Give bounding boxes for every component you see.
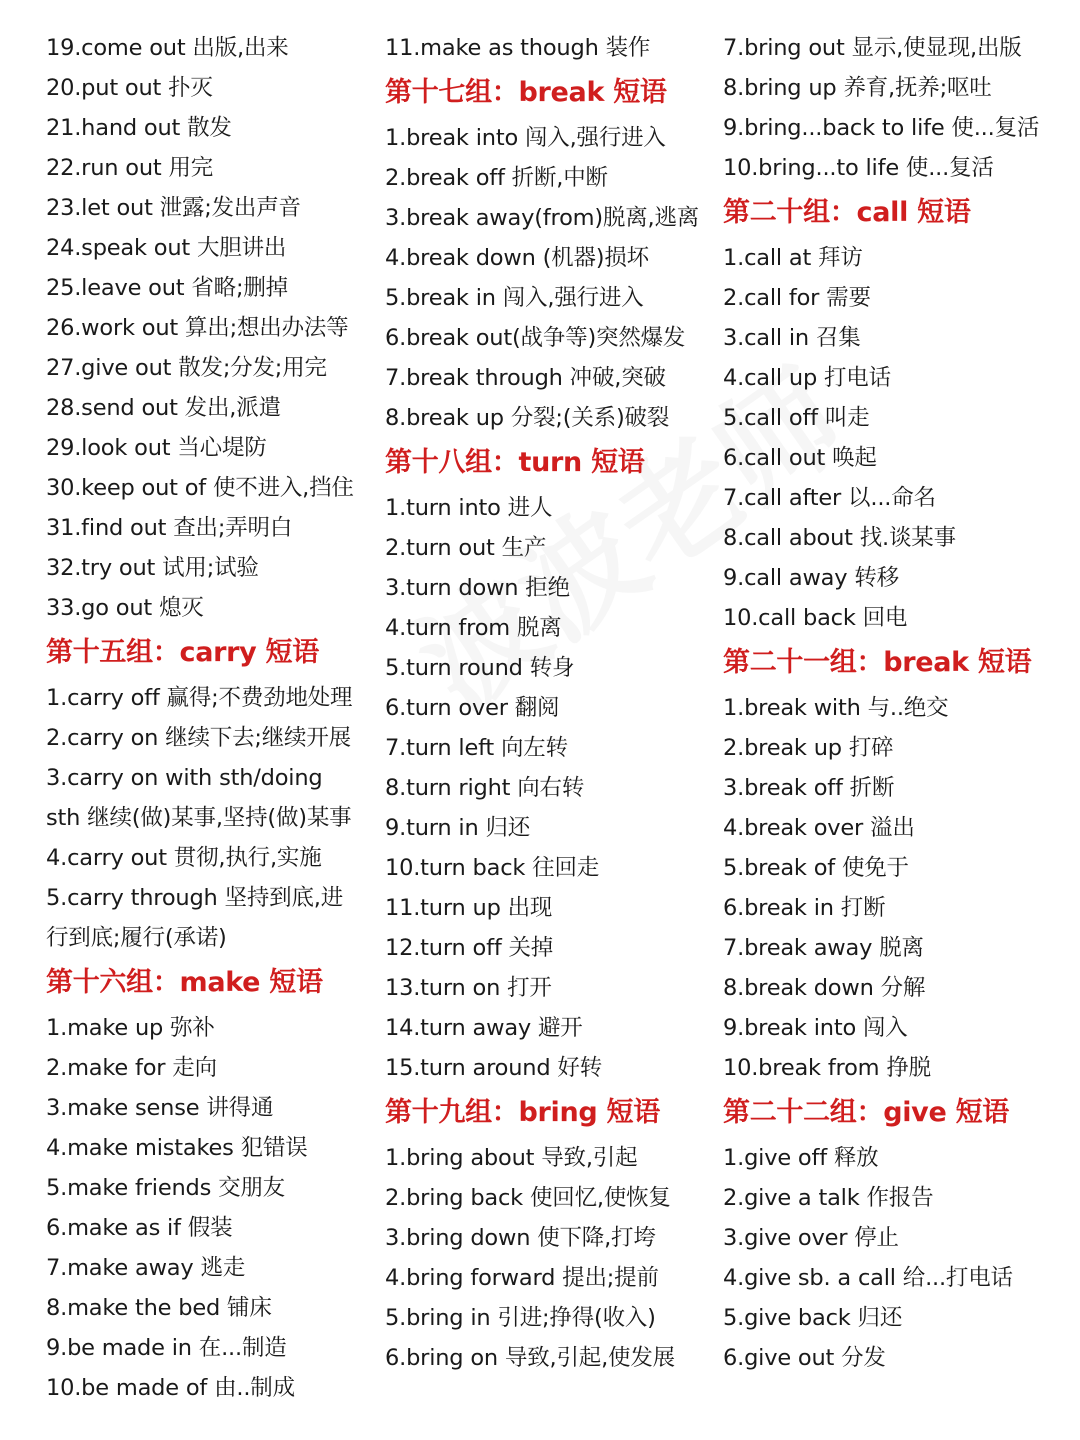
group-heading: 第十八组：turn 短语 (385, 447, 645, 478)
phrase-item: 1.give off 释放 (723, 1145, 879, 1171)
phrase-item: 11.make as though 装作 (385, 35, 651, 61)
phrase-item: 6.call out 唤起 (723, 445, 877, 471)
phrase-item: 3.bring down 使下降,打垮 (385, 1225, 656, 1251)
phrase-item: 3.break off 折断 (723, 775, 895, 801)
group-heading: 第十七组：break 短语 (385, 77, 667, 108)
phrase-item: 20.put out 扑灭 (46, 75, 213, 101)
phrase-item: 2.make for 走向 (46, 1055, 217, 1081)
phrase-item: 3.turn down 拒绝 (385, 575, 570, 601)
group-heading: 第二十组：call 短语 (723, 197, 971, 228)
phrase-item: 8.call about 找.谈某事 (723, 525, 956, 551)
phrase-item: 2.break off 折断,中断 (385, 165, 608, 191)
phrase-item: 1.call at 拜访 (723, 245, 863, 271)
phrase-item: 8.make the bed 铺床 (46, 1295, 272, 1321)
phrase-item: 24.speak out 大胆讲出 (46, 235, 287, 261)
phrase-item: 7.break through 冲破,突破 (385, 365, 666, 391)
phrase-item: 13.turn on 打开 (385, 975, 552, 1001)
phrase-item: 3.call in 召集 (723, 325, 861, 351)
phrase-item: 5.turn round 转身 (385, 655, 575, 681)
phrase-item: 8.bring up 养育,抚养;呕吐 (723, 75, 992, 101)
phrase-item: 4.break down (机器)损坏 (385, 245, 649, 271)
phrase-item: 8.break down 分解 (723, 975, 926, 1001)
group-heading: 第十五组：carry 短语 (46, 637, 319, 668)
phrase-item: 7.call after 以...命名 (723, 485, 936, 511)
phrase-item: 3.break away(from)脱离,逃离 (385, 205, 700, 231)
phrase-item: 2.carry on 继续下去;继续开展 (46, 725, 351, 751)
phrase-item: 30.keep out of 使不进入,挡住 (46, 475, 354, 501)
phrase-item: 28.send out 发出,派遣 (46, 395, 281, 421)
phrase-item: 9.turn in 归还 (385, 815, 531, 841)
phrase-item: 23.let out 泄露;发出声音 (46, 195, 301, 221)
phrase-item: 2.give a talk 作报告 (723, 1185, 934, 1211)
group-heading: 第二十一组：break 短语 (723, 647, 1032, 678)
column-3 (723, 28, 1053, 1378)
phrase-item: 9.bring...back to life 使...复活 (723, 115, 1040, 141)
phrase-item: 29.look out 当心堤防 (46, 435, 267, 461)
phrase-item: 27.give out 散发;分发;用完 (46, 355, 327, 381)
phrase-item: 9.break into 闯入 (723, 1015, 908, 1041)
group-heading: 第十六组：make 短语 (46, 967, 323, 998)
phrase-item: 6.break out(战争等)突然爆发 (385, 325, 686, 351)
phrase-item: 1.carry off 赢得;不费劲地处理 (46, 685, 353, 711)
phrase-item: 4.bring forward 提出;提前 (385, 1265, 659, 1291)
phrase-item: 3.carry on with sth/doing (46, 765, 323, 791)
phrase-item: 3.make sense 讲得通 (46, 1095, 274, 1121)
phrase-item: 4.call up 打电话 (723, 365, 891, 391)
phrase-item: 1.break with 与..绝交 (723, 695, 949, 721)
phrase-item: 3.give over 停止 (723, 1225, 899, 1251)
phrase-item: 7.make away 逃走 (46, 1255, 246, 1281)
phrase-item: 7.turn left 向左转 (385, 735, 568, 761)
phrase-item: 1.bring about 导致,引起 (385, 1145, 638, 1171)
phrase-item: 19.come out 出版,出来 (46, 35, 289, 61)
phrase-item: 4.make mistakes 犯错误 (46, 1135, 308, 1161)
phrase-item: 5.bring in 引进;挣得(收入) (385, 1305, 656, 1331)
phrase-item: 8.break up 分裂;(关系)破裂 (385, 405, 670, 431)
phrase-item: sth 继续(做)某事,坚持(做)某事 (46, 805, 352, 831)
phrase-item: 10.call back 回电 (723, 605, 908, 631)
phrase-item: 5.break of 使免于 (723, 855, 909, 881)
phrase-item: 6.give out 分发 (723, 1345, 886, 1371)
phrase-item: 2.bring back 使回忆,使恢复 (385, 1185, 671, 1211)
phrase-item: 10.bring...to life 使...复活 (723, 155, 994, 181)
phrase-item: 1.break into 闯入,强行进入 (385, 125, 666, 151)
phrase-item: 2.turn out 生产 (385, 535, 547, 561)
phrase-item: 32.try out 试用;试验 (46, 555, 259, 581)
phrase-item: 4.carry out 贯彻,执行,实施 (46, 845, 322, 871)
phrase-item: 2.break up 打碎 (723, 735, 894, 761)
phrase-item: 25.leave out 省略;删掉 (46, 275, 288, 301)
phrase-item: 1.turn into 进人 (385, 495, 553, 521)
phrase-item: 7.break away 脱离 (723, 935, 924, 961)
column-2 (385, 28, 705, 1378)
phrase-item: 26.work out 算出;想出办法等 (46, 315, 349, 341)
phrase-item: 5.carry through 坚持到底,进 (46, 885, 344, 911)
phrase-item: 10.be made of 由..制成 (46, 1375, 295, 1401)
phrase-item: 8.turn right 向右转 (385, 775, 585, 801)
phrase-item: 10.turn back 往回走 (385, 855, 600, 881)
phrase-item: 22.run out 用完 (46, 155, 214, 181)
group-heading: 第二十二组：give 短语 (723, 1097, 1009, 1128)
phrase-item: 6.break in 打断 (723, 895, 886, 921)
phrase-item: 4.turn from 脱离 (385, 615, 562, 641)
phrase-item: 6.make as if 假装 (46, 1215, 233, 1241)
phrase-item: 5.call off 叫走 (723, 405, 870, 431)
phrase-item: 4.give sb. a call 给...打电话 (723, 1265, 1013, 1291)
phrase-item: 5.make friends 交朋友 (46, 1175, 285, 1201)
phrase-item: 10.break from 挣脱 (723, 1055, 931, 1081)
phrase-item: 7.bring out 显示,使显现,出版 (723, 35, 1022, 61)
phrase-item: 15.turn around 好转 (385, 1055, 602, 1081)
phrase-item: 9.be made in 在...制造 (46, 1335, 287, 1361)
phrase-item: 6.bring on 导致,引起,使发展 (385, 1345, 675, 1371)
phrase-item: 5.give back 归还 (723, 1305, 903, 1331)
phrase-item: 2.call for 需要 (723, 285, 871, 311)
phrase-item: 9.call away 转移 (723, 565, 899, 591)
phrase-item: 11.turn up 出现 (385, 895, 553, 921)
phrase-item: 21.hand out 散发 (46, 115, 232, 141)
column-1 (46, 28, 364, 1408)
phrase-item: 1.make up 弥补 (46, 1015, 215, 1041)
phrase-item: 14.turn away 避开 (385, 1015, 583, 1041)
phrase-item: 31.find out 查出;弄明白 (46, 515, 293, 541)
phrase-item: 33.go out 熄灭 (46, 595, 204, 621)
phrase-item: 4.break over 溢出 (723, 815, 915, 841)
phrase-item: 行到底;履行(承诺) (46, 925, 227, 951)
phrase-item: 12.turn off 关掉 (385, 935, 554, 961)
phrase-item: 6.turn over 翻阅 (385, 695, 560, 721)
group-heading: 第十九组：bring 短语 (385, 1097, 660, 1128)
phrase-item: 5.break in 闯入,强行进入 (385, 285, 644, 311)
